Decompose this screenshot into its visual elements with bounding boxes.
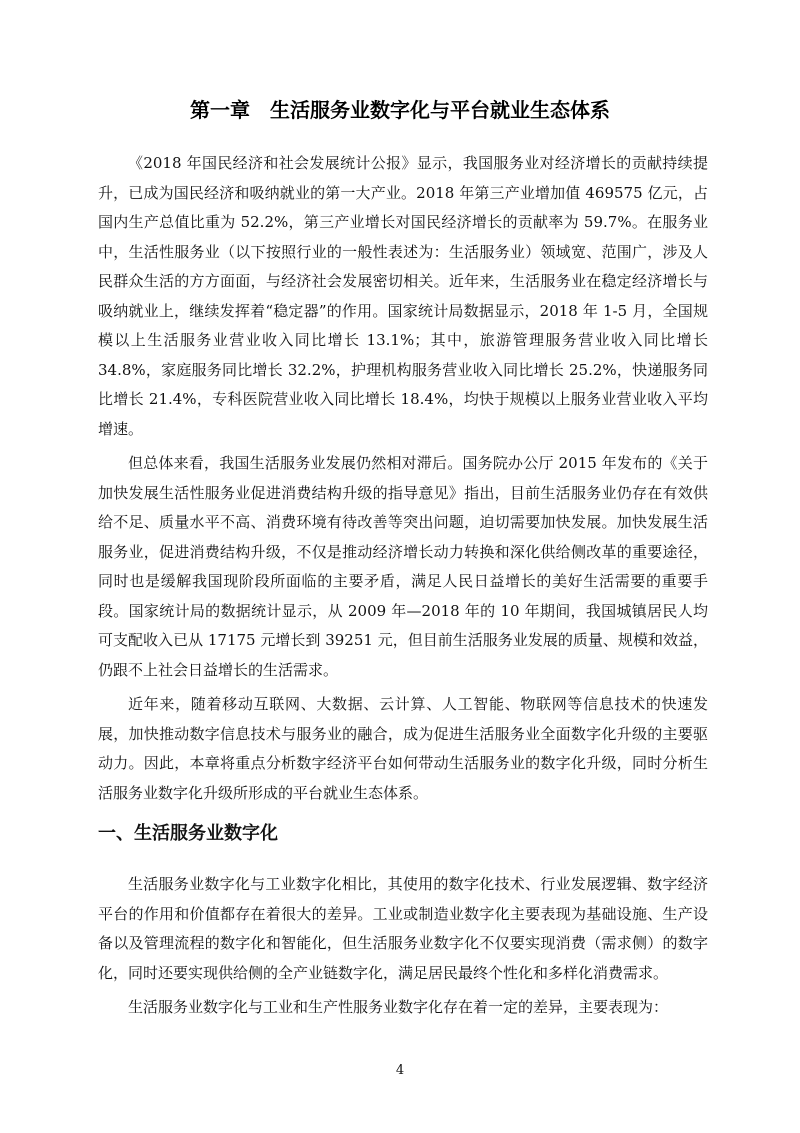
chapter-title: 第一章 生活服务业数字化与平台就业生态体系: [190, 98, 610, 122]
paragraph-1: 《2018 年国民经济和社会发展统计公报》显示，我国服务业对经济增长的贡献持续提升，已成为国民经济和吸纳就业的第一大产业。2018 年第三产业增加值 469575 亿元，占国内生产总值比重为 52.2%，第三产业增长对国民经济增长的贡献率为 59.7%。在服务业中，生活性服务业（以下按照行业的一般性表述为：生活服务业）领域宽、范围广，涉及人民群众生活的方方面面，与经济社会发展密切相关。近年来，生活服务业在稳定经济增长与吸纳就业上，继续发挥着“稳定器”的作用。国家统计局数据显示，2018 年 1-5 月，全国规模以上生活服务业营业收入同比增长 13.1%；其中，旅游管理服务营业收入同比增长 34.8%，家庭服务同比增长 32.2%，护理机构服务营业收入同比增长 25.2%，快递服务同比增长 21.4%，专科医院营业收入同比增长 18.4%，均快于规模以上服务业营业收入平均增速。: [98, 154, 708, 438]
section-paragraph-1: 生活服务业数字化与工业数字化相比，其使用的数字化技术、行业发展逻辑、数字经济平台的作用和价值都存在着很大的差异。工业或制造业数字化主要表现为基础设施、生产设备以及管理流程的数字化和智能化，但生活服务业数字化不仅要实现消费（需求侧）的数字化，同时还要实现供给侧的全产业链数字化，满足居民最终个性化和多样化消费需求。: [98, 875, 708, 982]
paragraph-2: 但总体来看，我国生活服务业发展仍然相对滞后。国务院办公厅 2015 年发布的《关于加快发展生活性服务业促进消费结构升级的指导意见》指出，目前生活服务业仍存在有效供给不足、质量水平不高、消费环境有待改善等突出问题，迫切需要加快发展。加快发展生活服务业，促进消费结构升级，不仅是推动经济增长动力转换和深化供给侧改革的重要途径，同时也是缓解我国现阶段所面临的主要矛盾，满足人民日益增长的美好生活需要的重要手段。国家统计局的数据统计显示，从 2009 年—2018 年的 10 年期间，我国城镇居民人均可支配收入已从 17175 元增长到 39251 元，但目前生活服务业发展的质量、规模和效益，仍跟不上社会日益增长的生活需求。: [98, 454, 708, 679]
section-heading: 一、生活服务业数字化: [98, 823, 278, 844]
page-number: 4: [395, 1063, 405, 1078]
paragraph-3: 近年来，随着移动互联网、大数据、云计算、人工智能、物联网等信息技术的快速发展，加快推动数字信息技术与服务业的融合，成为促进生活服务业全面数字化升级的主要驱动力。因此，本章将重点分析数字经济平台如何带动生活服务业的数字化升级，同时分析生活服务业数字化升级所形成的平台就业生态体系。: [98, 695, 708, 802]
section-paragraph-2: 生活服务业数字化与工业和生产性服务业数字化存在着一定的差异，主要表现为：: [128, 998, 669, 1016]
document-body: [98, 149, 708, 1023]
